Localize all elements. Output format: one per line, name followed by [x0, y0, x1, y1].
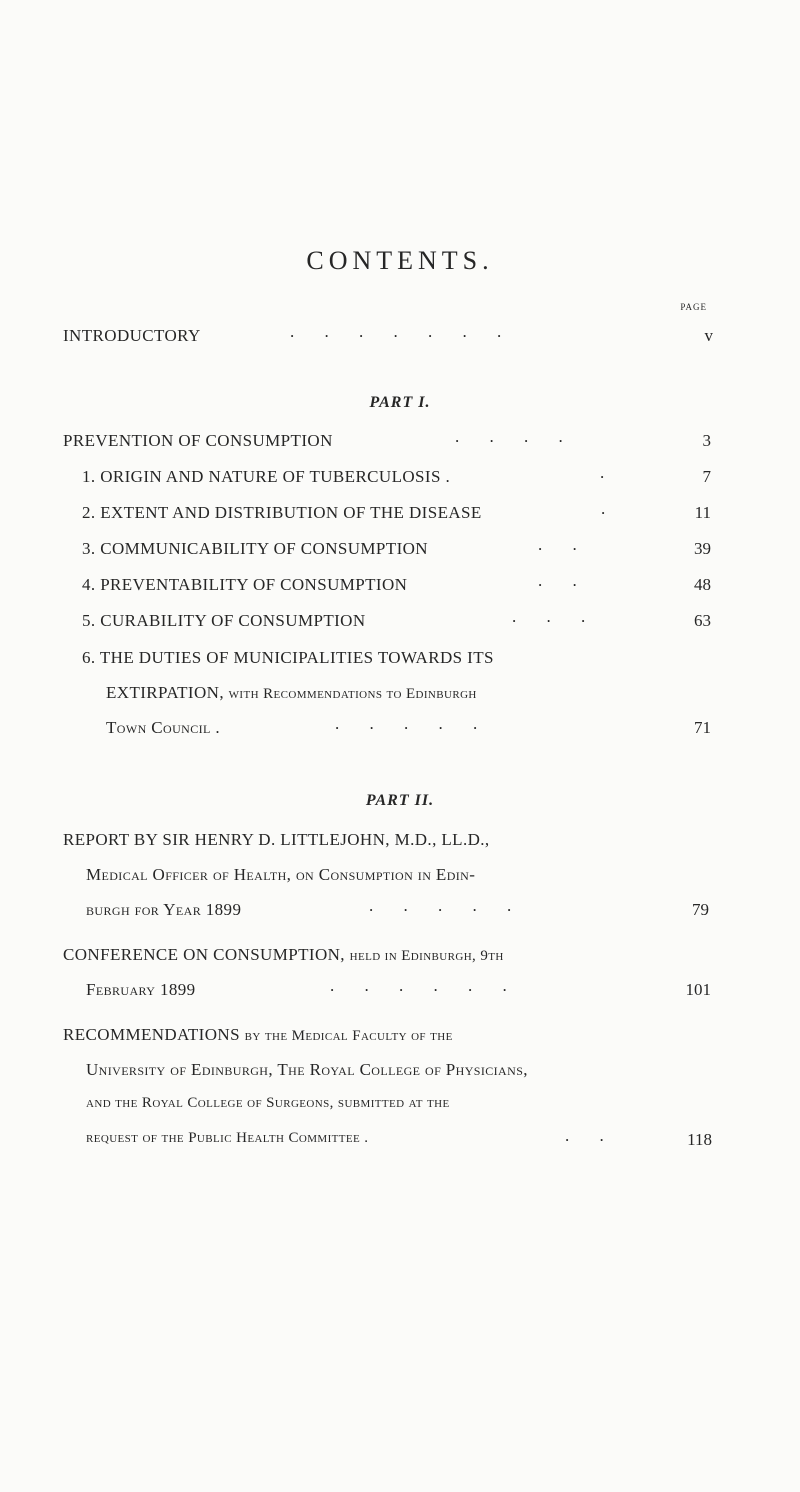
dot-leader: . .: [565, 1126, 617, 1145]
entry-label: CONFERENCE ON CONSUMPTION,: [63, 945, 345, 964]
part-heading: PART II.: [365, 792, 435, 809]
dot-leader: . .: [538, 571, 590, 590]
entry-continuation: [106, 683, 477, 703]
toc-entry-item-5[interactable]: [82, 611, 366, 631]
entry-label: Medical Officer of Health, on Consumption in Edin-: [86, 865, 476, 884]
entry-label: 6. THE DUTIES OF MUNICIPALITIES TOWARDS ITS: [82, 648, 494, 667]
entry-label: Town Council .: [106, 718, 221, 737]
entry-label: INTRODUCTORY: [63, 326, 201, 345]
dot-leader: . . . .: [455, 427, 576, 446]
toc-entry-item-3[interactable]: [82, 539, 428, 559]
entry-subtitle: with Recommendations to Edinburgh: [228, 686, 477, 702]
entry-label: REPORT BY SIR HENRY D. LITTLEJOHN, M.D., LL.D.,: [63, 830, 490, 849]
entry-continuation: [86, 1060, 528, 1080]
entry-subtitle: held in Edinburgh, 9th: [349, 948, 504, 964]
entry-continuation: [86, 1095, 450, 1112]
page-number: 71: [694, 718, 711, 737]
dot-leader: . . . . .: [369, 896, 525, 915]
dot-leader: . . . . . . .: [290, 322, 515, 341]
entry-label: and the Royal College of Surgeons, submitted at the: [86, 1095, 450, 1111]
entry-label: 1. ORIGIN AND NATURE OF TUBERCULOSIS .: [82, 467, 451, 486]
entry-label: RECOMMENDATIONS: [63, 1025, 240, 1044]
page-number: 7: [702, 467, 711, 486]
dot-leader: . .: [538, 535, 590, 554]
entry-label: 3. COMMUNICABILITY OF CONSUMPTION: [82, 539, 428, 558]
page-number: 63: [694, 611, 711, 630]
dot-leader: .: [601, 499, 619, 518]
contents-title: CONTENTS.: [306, 246, 494, 275]
entry-label: PREVENTION OF CONSUMPTION: [63, 431, 333, 450]
entry-continuation: [86, 865, 475, 885]
dot-leader: . . . . .: [335, 714, 491, 733]
page-number: 118: [687, 1130, 712, 1149]
toc-entry-item-2[interactable]: [82, 503, 482, 523]
toc-entry-item-4[interactable]: [82, 575, 407, 595]
entry-label: 4. PREVENTABILITY OF CONSUMPTION: [82, 575, 408, 594]
toc-entry-recommendations[interactable]: [63, 1025, 453, 1045]
entry-label: burgh for Year 1899: [86, 900, 242, 919]
page-number: 11: [694, 503, 711, 522]
dot-leader: . . .: [512, 607, 599, 626]
toc-entry-item-6[interactable]: [82, 648, 494, 668]
page-number: 3: [702, 431, 711, 450]
toc-entry-report[interactable]: [63, 830, 490, 850]
entry-continuation: [86, 900, 241, 920]
entry-label: 2. EXTENT AND DISTRIBUTION OF THE DISEASE: [82, 503, 482, 522]
page-number: 101: [685, 980, 711, 999]
page-number: v: [704, 326, 713, 345]
entry-label: EXTIRPATION,: [106, 683, 224, 702]
page-number: 39: [694, 539, 711, 558]
entry-label: February 1899: [86, 980, 196, 999]
entry-label: University of Edinburgh, The Royal College of Physicians,: [86, 1060, 528, 1079]
page-column-heading: PAGE: [680, 302, 707, 312]
toc-entry-conference[interactable]: [63, 945, 504, 965]
entry-continuation: [86, 980, 196, 1000]
entry-label: request of the Public Health Committee .: [86, 1130, 369, 1146]
toc-entry-introductory[interactable]: [63, 326, 201, 346]
toc-entry-item-1[interactable]: [82, 467, 450, 487]
entry-label: 5. CURABILITY OF CONSUMPTION: [82, 611, 366, 630]
part-heading: PART I.: [369, 394, 431, 411]
entry-continuation: [86, 1130, 368, 1147]
entry-subtitle: by the Medical Faculty of the: [244, 1028, 453, 1044]
page-number: 79: [692, 900, 709, 919]
toc-entry-prevention[interactable]: [63, 431, 333, 451]
entry-continuation: [106, 718, 220, 738]
dot-leader: .: [600, 463, 618, 482]
dot-leader: . . . . . .: [330, 976, 520, 995]
page-number: 48: [694, 575, 711, 594]
